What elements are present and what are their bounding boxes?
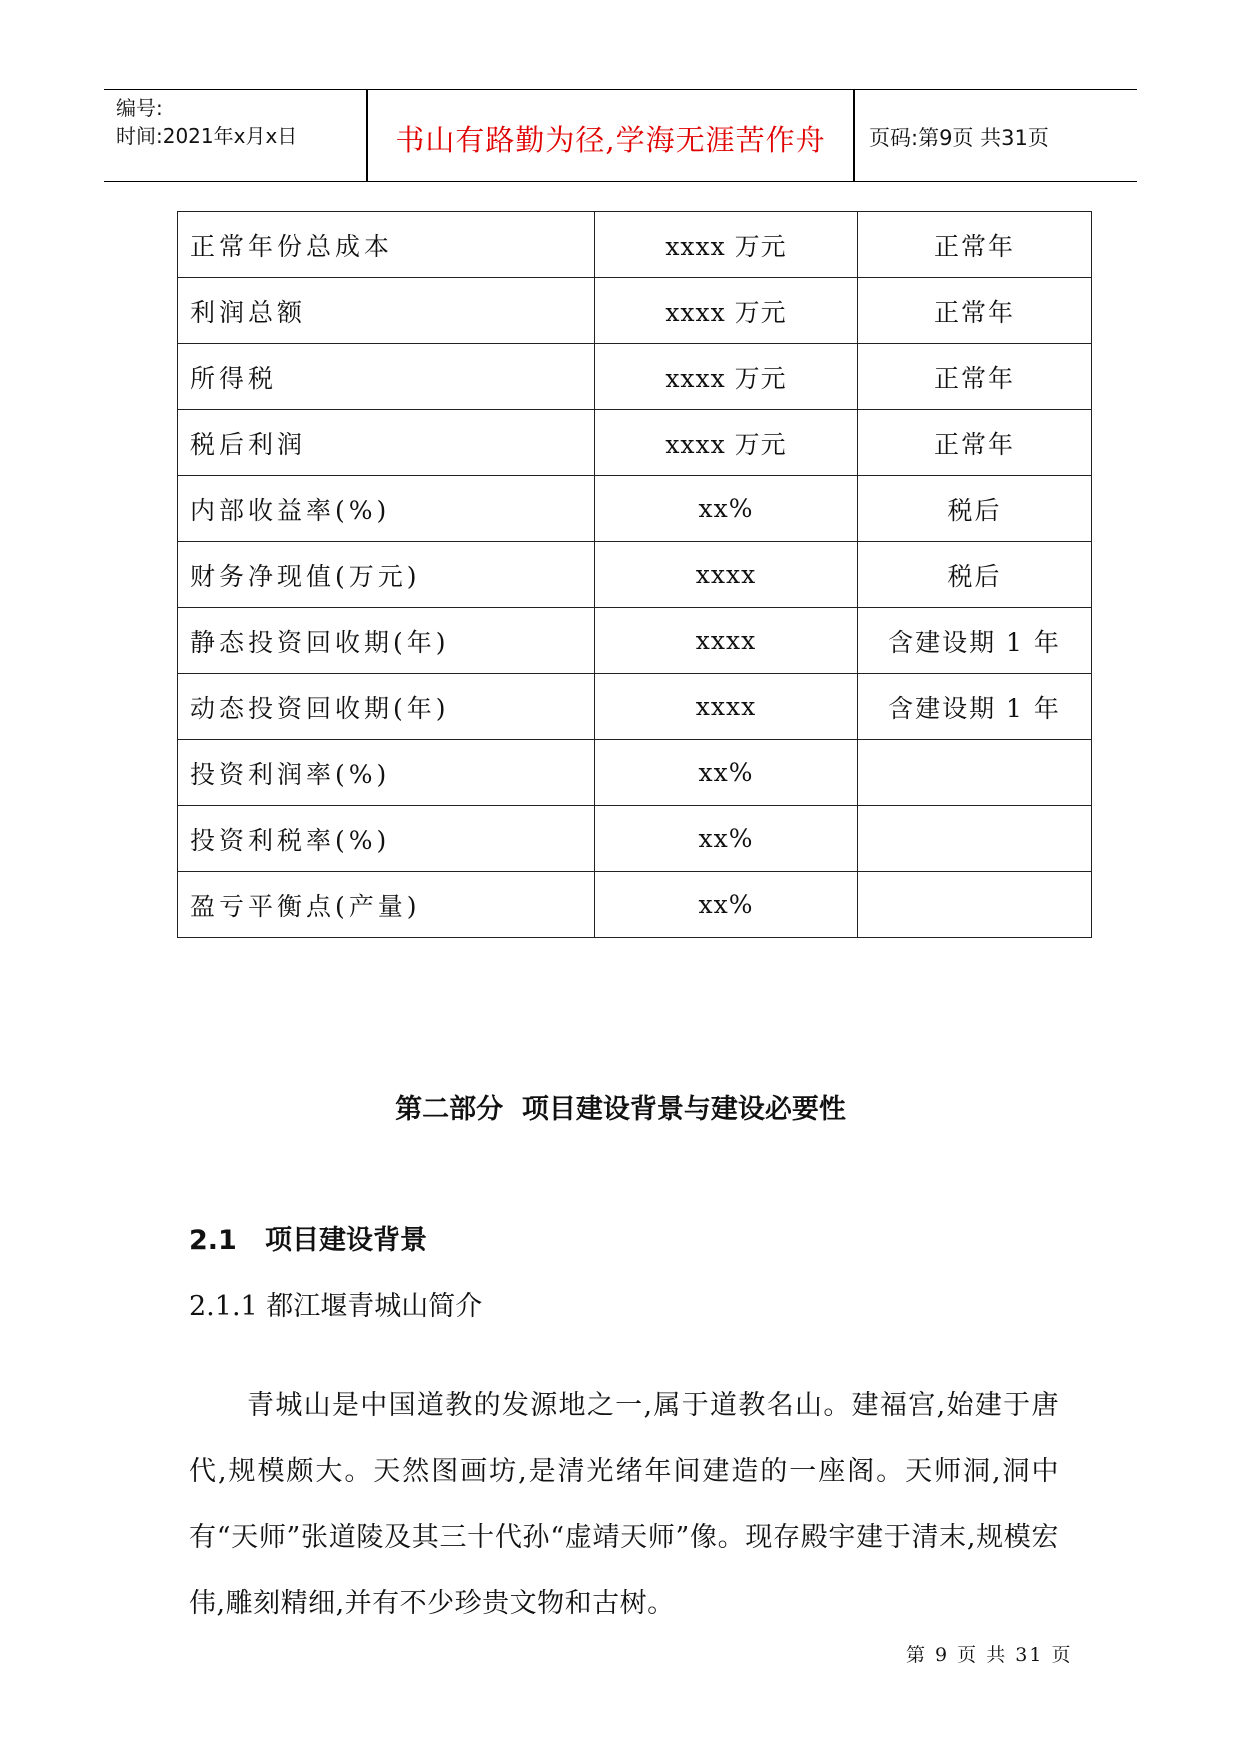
row-note-cell: 正常年: [858, 344, 1092, 410]
row-note-cell: 含建设期 1 年: [858, 608, 1092, 674]
section-title: 项目建设背景: [265, 1225, 427, 1256]
subsection-heading: 2.1.1 都江堰青城山简介: [189, 1291, 483, 1322]
section-number: 2.1: [189, 1225, 237, 1256]
page-footer: 第 9 页 共 31 页: [906, 1644, 1073, 1666]
row-item-cell: 财务净现值(万元): [178, 542, 595, 608]
table-row: [178, 608, 1092, 674]
row-value-cell: xx%: [595, 872, 858, 938]
table-row: [178, 872, 1092, 938]
row-item-cell: 税后利润: [178, 410, 595, 476]
table-row: [178, 476, 1092, 542]
header-motto: 书山有路勤为径,学海无涯苦作舟: [395, 123, 826, 157]
body-paragraph: 青城山是中国道教的发源地之一,属于道教名山。建福宫,始建于唐代,规模颇大。天然图画坊,是清光绪年间建造的一座阁。天师洞,洞中有“天师”张道陵及其三十代孙“虚靖天师”像。现存殿宇建于清末,规模宏伟,雕刻精细,并有不少珍贵文物和古树。: [189, 1390, 1059, 1619]
table-row: [178, 542, 1092, 608]
table-row: [178, 410, 1092, 476]
row-value-cell: xxxx: [595, 542, 858, 608]
row-item-cell: 内部收益率(%): [178, 476, 595, 542]
row-note-cell: [858, 872, 1092, 938]
row-value-cell: xxxx: [595, 674, 858, 740]
part-title: 第二部分 项目建设背景与建设必要性: [395, 1094, 846, 1125]
row-item-cell: 利润总额: [178, 278, 595, 344]
row-note-cell: 税后: [858, 542, 1092, 608]
header-divider: [853, 90, 855, 181]
row-item-cell: 所得税: [178, 344, 595, 410]
row-note-cell: 正常年: [858, 278, 1092, 344]
row-value-cell: xx%: [595, 740, 858, 806]
table-row: [178, 740, 1092, 806]
page-header: [104, 89, 1137, 182]
row-note-cell: 正常年: [858, 410, 1092, 476]
table-row: [178, 212, 1092, 278]
row-item-cell: 动态投资回收期(年): [178, 674, 595, 740]
financial-summary-table: [177, 211, 1092, 938]
table-row: [178, 344, 1092, 410]
section-heading: [189, 1218, 427, 1257]
row-item-cell: 投资利税率(%): [178, 806, 595, 872]
row-note-cell: 正常年: [858, 212, 1092, 278]
row-value-cell: xxxx: [595, 608, 858, 674]
row-value-cell: xx%: [595, 806, 858, 872]
document-date: 时间:2021年x月x日: [116, 124, 298, 148]
row-value-cell: xx%: [595, 476, 858, 542]
row-value-cell: xxxx 万元: [595, 410, 858, 476]
table-row: [178, 674, 1092, 740]
row-value-cell: xxxx 万元: [595, 344, 858, 410]
document-number-label: 编号:: [116, 96, 163, 120]
row-item-cell: 正常年份总成本: [178, 212, 595, 278]
row-note-cell: 税后: [858, 476, 1092, 542]
row-item-cell: 投资利润率(%): [178, 740, 595, 806]
header-page-info: 页码:第9页 共31页: [869, 126, 1049, 150]
row-note-cell: 含建设期 1 年: [858, 674, 1092, 740]
row-item-cell: 盈亏平衡点(产量): [178, 872, 595, 938]
row-note-cell: [858, 806, 1092, 872]
row-item-cell: 静态投资回收期(年): [178, 608, 595, 674]
table-row: [178, 278, 1092, 344]
row-value-cell: xxxx 万元: [595, 278, 858, 344]
row-note-cell: [858, 740, 1092, 806]
table-body: [178, 212, 1092, 938]
row-value-cell: xxxx 万元: [595, 212, 858, 278]
table-row: [178, 806, 1092, 872]
